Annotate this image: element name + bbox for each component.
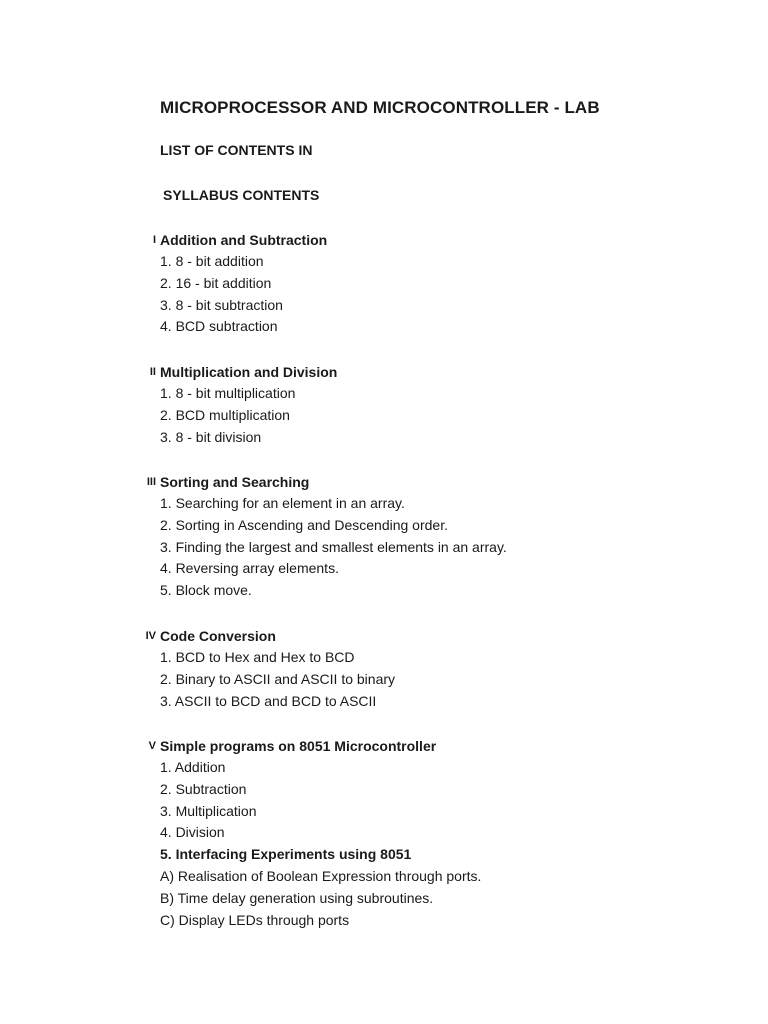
section-numeral: IV [145,630,156,642]
section-numeral: III [146,476,156,488]
section-title: Simple programs on 8051 Microcontroller [160,738,437,754]
section-numeral: V [148,740,156,752]
section-heading [0,361,768,383]
list-item: 5. Block move. [160,582,252,599]
section-heading [0,625,768,647]
section-item-list [0,493,768,602]
list-item: 4. Division [160,824,225,841]
list-item: 4. Reversing array elements. [160,560,339,577]
list-item: 2. Subtraction [160,780,247,797]
list-item: 3. Finding the largest and smallest elements in an array. [160,538,507,555]
section-item-list [0,251,768,338]
list-item: 3. Multiplication [160,802,257,819]
section-code-conversion [0,625,768,712]
section-addition-subtraction [0,229,768,338]
list-item: 3. ASCII to BCD and BCD to ASCII [160,692,377,709]
list-item: 1. 8 - bit addition [160,253,264,269]
list-item: 3. 8 - bit subtraction [160,296,283,313]
section-title: Code Conversion [160,628,276,644]
list-item: 2. BCD multiplication [160,406,290,423]
section-numeral: I [152,234,156,246]
section-8051-programs [0,735,768,931]
list-item: 4. BCD subtraction [160,318,278,335]
list-item: B) Time delay generation using subroutines. [160,889,434,906]
section-heading [0,735,768,757]
list-item: 1. Searching for an element in an array. [160,495,405,511]
section-title: Multiplication and Division [160,364,338,380]
list-item: 2. 16 - bit addition [160,274,272,291]
list-item: 1. Addition [160,759,226,775]
list-item: C) Display LEDs through ports [160,911,350,928]
section-heading [0,471,768,493]
section-sorting-searching [0,471,768,602]
section-item-list [0,647,768,712]
contents-subheading: LIST OF CONTENTS IN [160,142,313,158]
list-item: 3. 8 - bit division [160,428,262,445]
list-item: 1. BCD to Hex and Hex to BCD [160,649,355,665]
section-item-list [0,383,768,448]
section-numeral: II [149,366,156,378]
list-item-subheading: 5. Interfacing Experiments using 8051 [160,846,412,863]
section-title: Addition and Subtraction [160,232,328,248]
document-title: MICROPROCESSOR AND MICROCONTROLLER - LAB [160,98,600,117]
section-title: Sorting and Searching [160,474,310,490]
syllabus-subheading: SYLLABUS CONTENTS [163,187,320,203]
section-heading [0,229,768,251]
section-item-list [0,757,768,931]
list-item: 1. 8 - bit multiplication [160,385,296,401]
section-multiplication-division [0,361,768,448]
list-item: 2. Sorting in Ascending and Descending order. [160,516,448,533]
list-item: 2. Binary to ASCII and ASCII to binary [160,670,396,687]
list-item: A) Realisation of Boolean Expression through ports. [160,867,482,884]
